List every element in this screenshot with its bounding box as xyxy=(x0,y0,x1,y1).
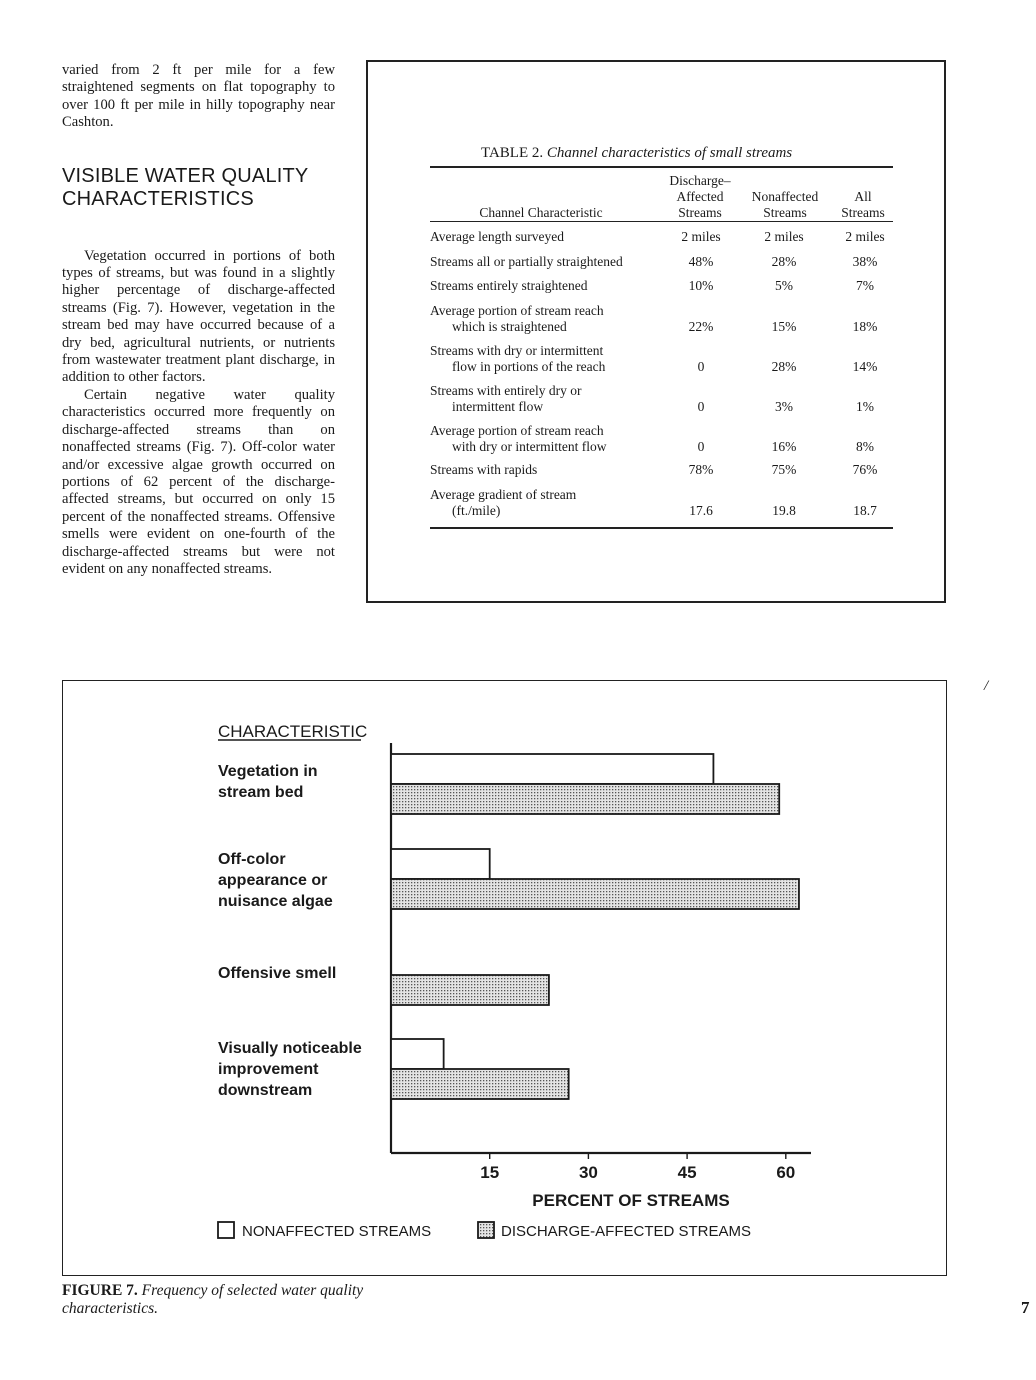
legend-swatch-discharge xyxy=(478,1222,494,1238)
x-tick-label: 15 xyxy=(480,1163,500,1182)
x-tick-label: 60 xyxy=(776,1163,796,1182)
table-header-rule xyxy=(430,221,893,222)
legend-label-nonaffected: NONAFFECTED STREAMS xyxy=(242,1223,432,1240)
table-label: TABLE 2. xyxy=(481,145,544,161)
row-label: Average portion of stream reach which is straightened xyxy=(430,303,604,334)
x-tick-label: 30 xyxy=(578,1163,598,1182)
category-label: Off-color xyxy=(218,851,286,868)
table-row xyxy=(430,254,893,270)
table-top-rule xyxy=(430,166,893,168)
figure-7-frame xyxy=(62,680,947,1276)
cell-discharge: 22% xyxy=(688,319,714,334)
left-text-column xyxy=(62,62,335,578)
cell-discharge: 78% xyxy=(688,462,714,477)
bar-discharge-affected xyxy=(391,975,549,1005)
cell-all: 18.7 xyxy=(853,503,877,518)
cell-all: 8% xyxy=(856,439,874,454)
row-label: Average gradient of stream (ft./mile) xyxy=(430,487,577,518)
cell-discharge: 2 miles xyxy=(681,229,721,244)
cell-nonaffected: 28% xyxy=(771,359,797,374)
cell-all: 14% xyxy=(852,359,878,374)
table-row xyxy=(430,229,893,245)
bar-nonaffected xyxy=(391,1039,444,1069)
table-row xyxy=(430,423,893,455)
header-discharge-affected: Discharge– Affected Streams xyxy=(669,173,731,220)
category-label: Visually noticeable xyxy=(218,1040,362,1057)
header-nonaffected: Nonaffected Streams xyxy=(751,189,819,220)
cell-discharge: 0 xyxy=(697,359,705,374)
x-tick-label: 45 xyxy=(677,1163,697,1182)
cell-nonaffected: 75% xyxy=(771,462,797,477)
bar-discharge-affected xyxy=(391,784,779,814)
bar-discharge-affected xyxy=(391,879,799,909)
cell-nonaffected: 2 miles xyxy=(764,229,804,244)
cell-all: 2 miles xyxy=(845,229,885,244)
table-title-text: Channel characteristics of small streams xyxy=(546,145,793,161)
table-row xyxy=(430,383,893,415)
header-channel-characteristic: Channel Characteristic xyxy=(479,205,603,220)
cell-discharge: 10% xyxy=(688,278,714,293)
table-title xyxy=(481,145,792,162)
cell-discharge: 17.6 xyxy=(689,503,713,518)
table-row xyxy=(430,278,893,294)
table-2-frame xyxy=(366,60,946,603)
cell-discharge: 48% xyxy=(688,254,714,269)
cell-all: 38% xyxy=(852,254,878,269)
row-label: Streams entirely straightened xyxy=(430,278,588,293)
legend-label-discharge: DISCHARGE-AFFECTED STREAMS xyxy=(501,1223,752,1240)
cell-all: 1% xyxy=(856,399,874,414)
category-header: CHARACTERISTIC xyxy=(218,722,368,741)
section-heading: VISIBLE WATER QUALITY CHARACTERISTICS xyxy=(62,164,309,210)
category-label: nuisance algae xyxy=(218,893,333,910)
category-label: appearance or xyxy=(218,872,328,889)
legend-swatch-nonaffected xyxy=(218,1222,234,1238)
row-label: Average portion of stream reach with dry or intermittent flow xyxy=(430,423,607,454)
cell-all: 18% xyxy=(852,319,878,334)
cell-nonaffected: 28% xyxy=(771,254,797,269)
bar-nonaffected xyxy=(391,754,713,784)
table-bottom-rule xyxy=(430,527,893,529)
table-row xyxy=(430,462,893,478)
table-row xyxy=(430,343,893,375)
row-label: Streams with dry or intermittent flow in portions of the reach xyxy=(430,343,606,374)
paragraph-vegetation: Vegetation occurred in portions of both types of streams, but was found in a slightly higher percentage of discharge-affected streams (Fig. 7). However, vegetation in the stream bed may have occurred because of a dry bed, agricultural nutrients, or nutrients from wastewater treatment plant discharge, in addition to other factors. xyxy=(62,247,335,386)
row-label: Streams with rapids xyxy=(430,462,538,477)
cell-nonaffected: 16% xyxy=(771,439,797,454)
cell-discharge: 0 xyxy=(697,399,705,414)
figure-caption xyxy=(62,1282,442,1318)
category-label: improvement xyxy=(218,1061,319,1078)
paragraph-negative-characteristics: Certain negative water quality characteristics occurred more frequently on discharge-affected streams than on nonaffected streams (Fig. 7). Off-color water and/or excessive algae growth occurred on portions of 62 percent of the discharge-affected streams, but occurred on only 15 percent of the nonaffected streams. Offensive smells were evident on one-fourth of the discharge-affected streams but were not evident on any nonaffected streams. xyxy=(62,386,335,577)
row-label: Streams with entirely dry or intermittent flow xyxy=(430,383,582,414)
bar-chart xyxy=(63,681,947,1275)
category-label: Offensive smell xyxy=(218,965,337,982)
cell-discharge: 0 xyxy=(697,439,705,454)
figure-caption-text: Frequency of selected water quality characteristics. xyxy=(62,1282,364,1317)
figure-label: FIGURE 7. xyxy=(62,1282,138,1299)
cell-nonaffected: 5% xyxy=(775,278,793,293)
header-all-streams: All Streams xyxy=(841,189,885,220)
row-label: Streams all or partially straightened xyxy=(430,254,623,269)
row-label: Average length surveyed xyxy=(430,229,564,244)
bar-nonaffected xyxy=(391,849,490,879)
cell-all: 76% xyxy=(852,462,878,477)
cell-nonaffected: 15% xyxy=(771,319,797,334)
table-row xyxy=(430,487,893,519)
cell-all: 7% xyxy=(856,278,874,293)
intro-paragraph: varied from 2 ft per mile for a few straightened segments on flat topography to over 100 ft per mile in hilly topography near Cashton. xyxy=(62,62,335,131)
bar-discharge-affected xyxy=(391,1069,569,1099)
margin-mark: / xyxy=(984,678,989,694)
cell-nonaffected: 19.8 xyxy=(772,503,796,518)
cell-nonaffected: 3% xyxy=(775,399,793,414)
table-row xyxy=(430,303,893,335)
category-label: Vegetation in xyxy=(218,763,318,780)
chart-marks xyxy=(218,743,811,1240)
x-axis-label: PERCENT OF STREAMS xyxy=(532,1191,730,1210)
page-number: 7 xyxy=(1021,1298,1030,1317)
category-label: stream bed xyxy=(218,784,304,801)
category-label: downstream xyxy=(218,1082,313,1099)
